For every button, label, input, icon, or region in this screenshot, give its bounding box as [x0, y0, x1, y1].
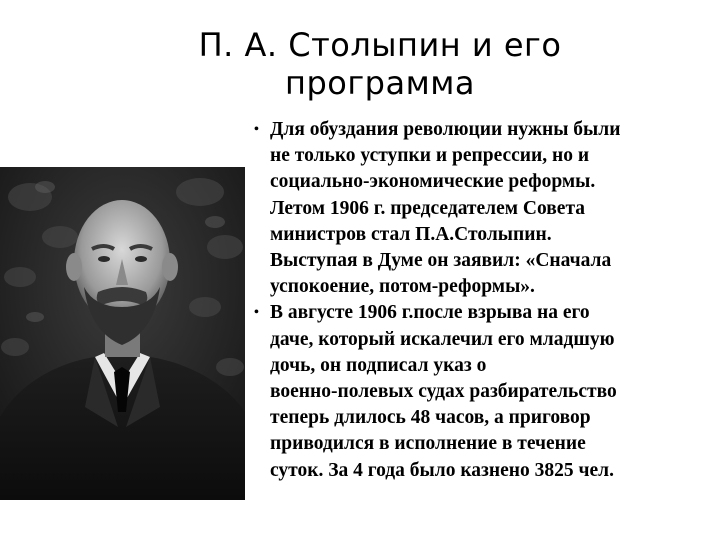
- bullet-2-line-6: приводился в исполнение в течение: [270, 433, 586, 455]
- bullet-1-line-7: успокоение, потом-реформы».: [270, 276, 535, 298]
- bullet-2-line-4: военно-полевых судах разбирательство: [270, 381, 617, 403]
- bullet-1-line-3: социально-экономические реформы.: [270, 171, 596, 193]
- bullet-marker: •: [254, 305, 259, 321]
- bullet-item-1: [250, 117, 710, 300]
- bullet-1-line-4: Летом 1906 г. председателем Совета: [270, 197, 586, 219]
- slide-title-line-2: программа: [285, 64, 475, 102]
- bullet-1-line-2: не только уступки и репрессии, но и: [270, 145, 590, 167]
- portrait-photo: [0, 167, 245, 500]
- slide-title-line-1: П. А. Столыпин и его: [198, 26, 562, 64]
- bullet-marker: •: [254, 122, 259, 137]
- bullet-1-line-1: Для обуздания революции нужны были: [270, 119, 621, 140]
- bullet-2-line-5: теперь длилось 48 часов, а приговор: [270, 407, 591, 429]
- bullet-1-line-5: министров стал П.А.Столыпин.: [270, 223, 552, 245]
- bullet-item-2: [250, 300, 710, 483]
- slide-title: [100, 26, 660, 102]
- bullet-2-line-7: суток. За 4 года было казнено 3825 чел.: [270, 459, 614, 481]
- bullet-2-line-3: дочь, он подписал указ о: [270, 354, 487, 376]
- bullet-1-line-6: Выступая в Думе он заявил: «Сначала: [270, 250, 612, 272]
- bullet-2-line-2: даче, который искалечил его младшую: [270, 328, 615, 350]
- bullet-2-line-1: В августе 1906 г.после взрыва на его: [270, 302, 590, 324]
- bullet-list: [250, 117, 710, 484]
- portrait-image: [0, 167, 245, 500]
